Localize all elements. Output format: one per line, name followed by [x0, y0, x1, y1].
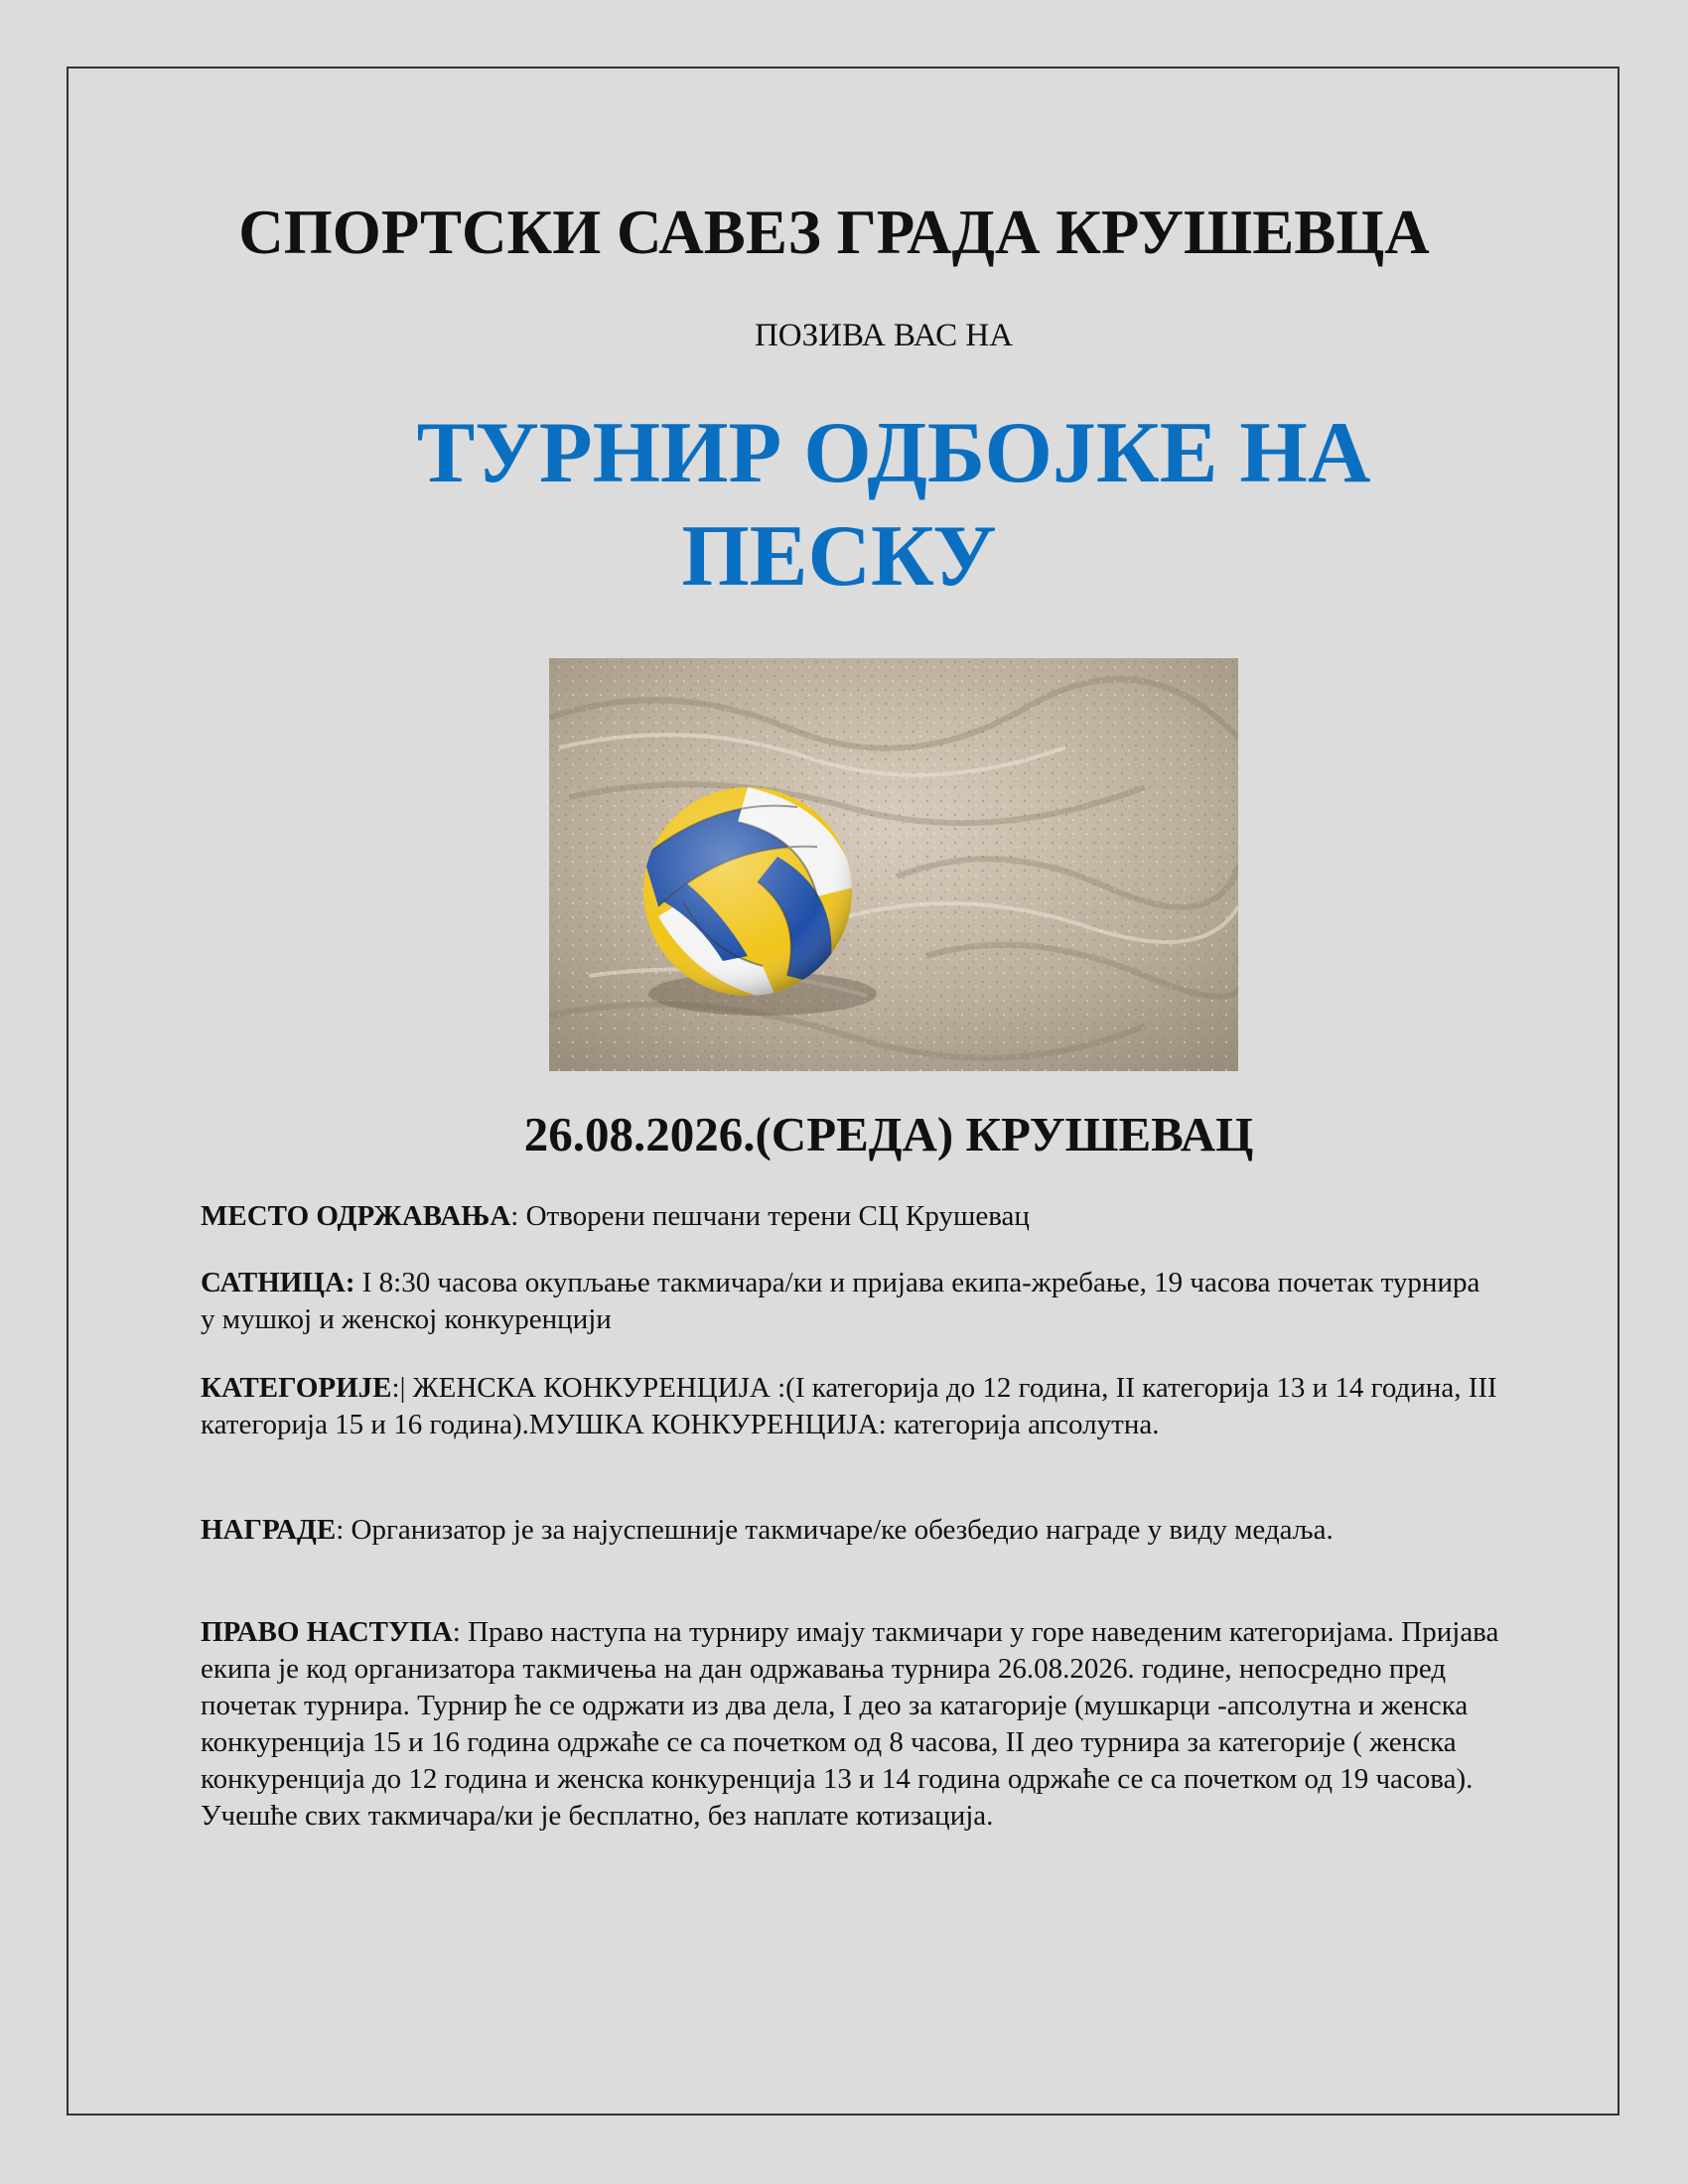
awards-text: : Организатор је за најуспешније такмичаре/ке обезбедио награде у виду медаља.: [336, 1514, 1334, 1546]
event-title-line1: ТУРНИР ОДБОЈКЕ НА: [416, 405, 1371, 501]
event-title-line2: ПЕСКУ: [681, 508, 997, 605]
info-categories: [201, 1370, 1501, 1443]
place-text: : Отворени пешчани терени СЦ Крушевац: [510, 1200, 1030, 1232]
event-date-location: 26.08.2026.(СРЕДА) КРУШЕВАЦ: [523, 1107, 1254, 1161]
event-title: [0, 402, 1688, 609]
categories-text: :| ЖЕНСКА КОНКУРЕНЦИЈА :(I категорија до 12 година, II категорија 13 и 14 година, III категорија 15 и 16 година).МУШКА КОНКУРЕНЦИЈА: категорија апсолутна.: [201, 1372, 1497, 1440]
place-label: МЕСТО ОДРЖАВАЊА: [201, 1200, 511, 1232]
rights-label: ПРАВО НАСТУПА: [201, 1616, 453, 1648]
categories-label: КАТЕГОРИЈЕ: [201, 1372, 392, 1404]
invitation-text: ПОЗИВА ВАС НА: [754, 318, 1014, 353]
rights-text: : Право наступа на турниру имају такмичари у горе наведеним категоријама. Пријава екипа је код организатора такмичења на дан одржавања турнира 26.08.2026. године, непосредно пред почетак турнира. Турнир ће се одржати из два дела, I део за катагорије (мушкарци -апсолутна и женска конкуренција 15 и 16 година одржаће се са почетком од 8 часова, II део турнира за категорије ( женска конкуренција до 12 година и женска конкуренција 13 и 14 година одржаће се са почетком од 19 часова). Учешће свих такмичара/ки је бесплатно, без наплате котизација.: [201, 1616, 1499, 1832]
organization-title: СПОРТСКИ САВЕЗ ГРАДА КРУШЕВЦА: [238, 198, 1430, 267]
info-place: [201, 1198, 1501, 1235]
awards-label: НАГРАДЕ: [201, 1514, 337, 1546]
info-schedule: [201, 1265, 1501, 1338]
volleyball-icon: [549, 658, 1238, 1071]
schedule-text: I 8:30 часова окупљање такмичара/ки и пријава екипа-жребање, 19 часова почетак турнира у мушкој и женској конкуренцији: [201, 1267, 1480, 1335]
info-awards: [201, 1512, 1501, 1549]
info-rights: [201, 1614, 1501, 1835]
schedule-label: САТНИЦА:: [201, 1267, 355, 1298]
volleyball-on-sand-photo: [549, 658, 1238, 1071]
